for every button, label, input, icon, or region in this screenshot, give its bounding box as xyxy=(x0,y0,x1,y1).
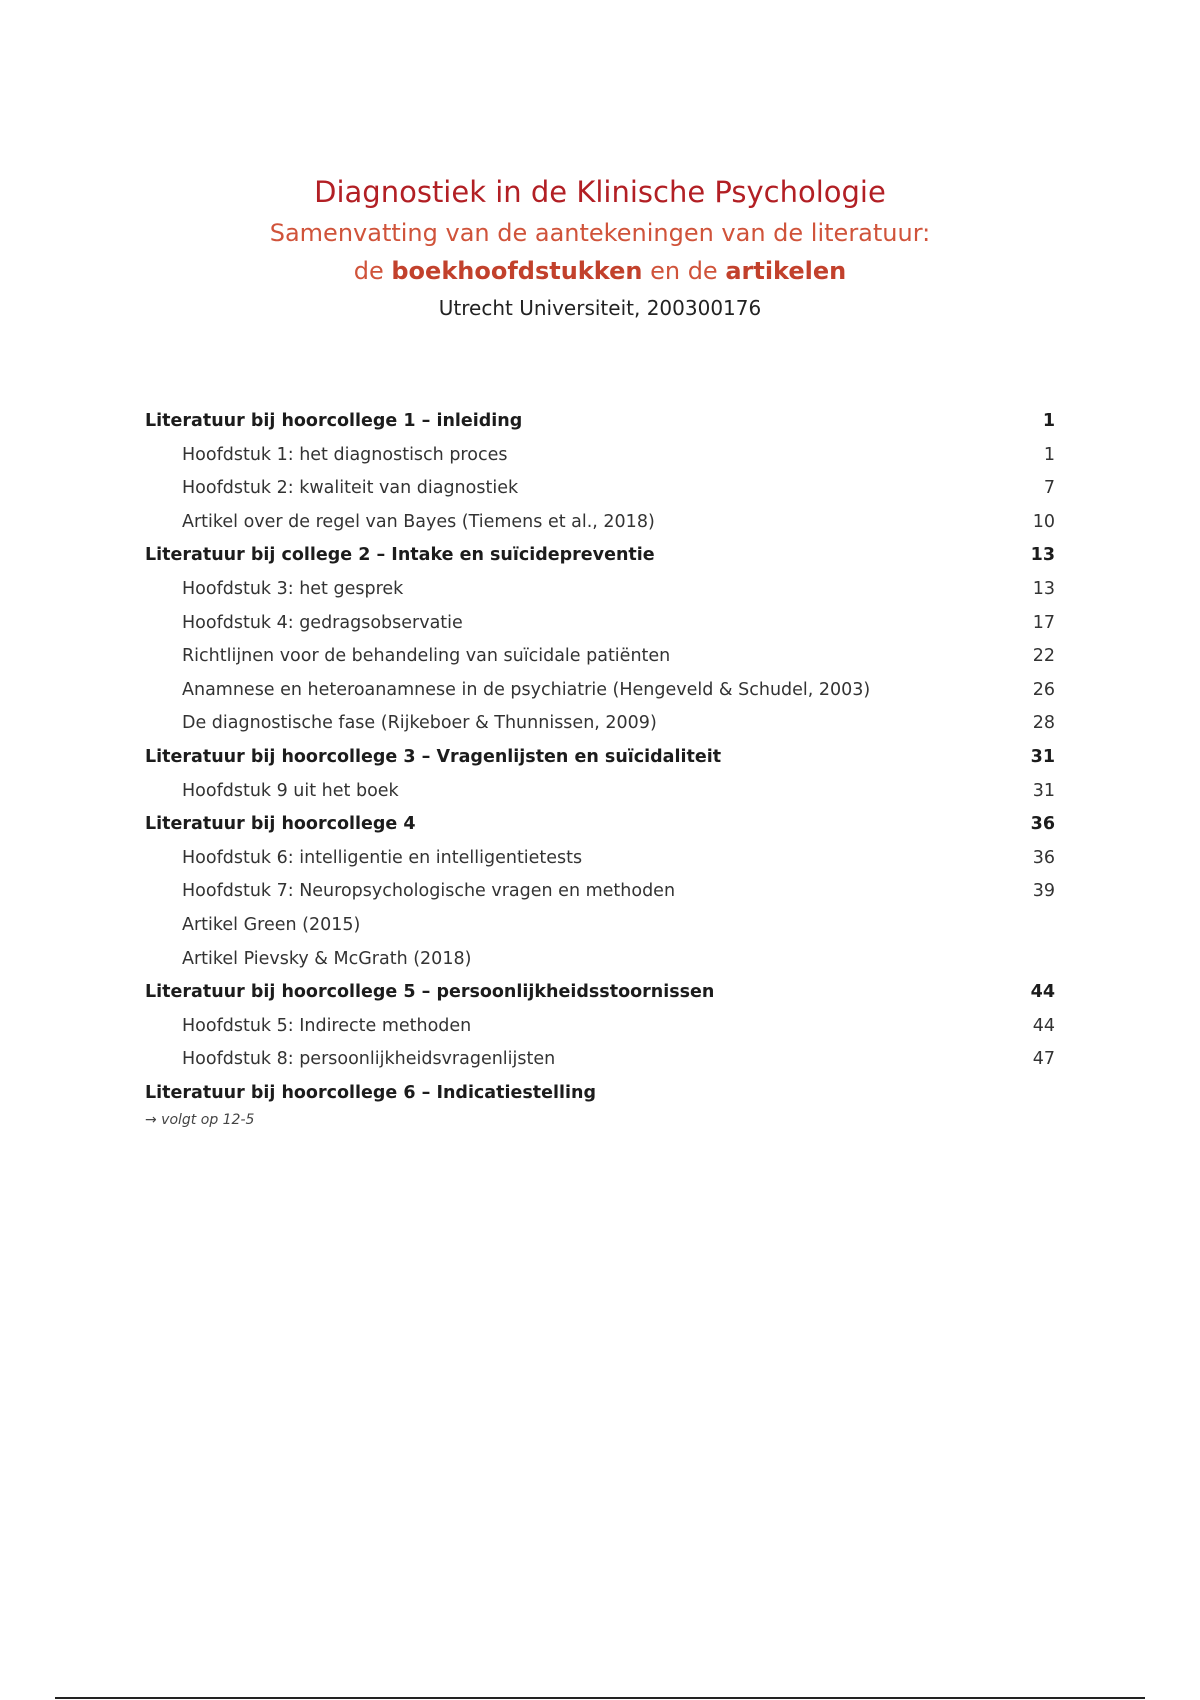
toc-label: Hoofdstuk 3: het gesprek xyxy=(182,578,404,599)
toc-label: Literatuur bij hoorcollege 4 xyxy=(145,814,416,835)
document-subtitle-line2 xyxy=(0,252,1200,290)
toc-entry[interactable] xyxy=(145,640,1055,674)
toc-entry[interactable] xyxy=(145,1043,1055,1077)
toc-label: Hoofdstuk 2: kwaliteit van diagnostiek xyxy=(182,478,519,499)
toc-page: 13 xyxy=(1032,578,1055,599)
toc-section[interactable] xyxy=(145,539,1055,573)
toc-entry[interactable] xyxy=(145,674,1055,708)
toc-entry[interactable] xyxy=(145,607,1055,641)
subtitle-bold-chapters: boekhoofdstukken xyxy=(391,257,643,285)
toc-label: Literatuur bij hoorcollege 6 – Indicatiestelling xyxy=(145,1082,596,1103)
toc-section[interactable] xyxy=(145,741,1055,775)
toc-label: Richtlijnen voor de behandeling van suïcidale patiënten xyxy=(182,646,671,667)
toc-page: 1 xyxy=(1042,411,1055,431)
toc-label: Artikel Pievsky & McGrath (2018) xyxy=(182,948,472,969)
toc-entry[interactable] xyxy=(145,909,1055,943)
toc-page: 47 xyxy=(1032,1049,1055,1070)
subtitle-bold-articles: artikelen xyxy=(725,257,847,285)
toc-entry[interactable] xyxy=(145,1010,1055,1044)
toc-entry[interactable] xyxy=(145,573,1055,607)
toc-page: 1 xyxy=(1043,444,1055,465)
document-header xyxy=(0,170,1200,326)
toc-page: 44 xyxy=(1032,1015,1055,1036)
toc-label: Literatuur bij hoorcollege 3 – Vragenlijsten en suïcidaliteit xyxy=(145,746,722,767)
toc-entry[interactable] xyxy=(145,775,1055,809)
toc-entry[interactable] xyxy=(145,472,1055,506)
toc-page: 36 xyxy=(1030,814,1055,835)
toc-page: 26 xyxy=(1032,679,1055,700)
toc-page: 36 xyxy=(1032,847,1055,868)
toc-label: Hoofdstuk 9 uit het boek xyxy=(182,780,399,801)
toc-section[interactable] xyxy=(145,1077,1055,1111)
bottom-divider xyxy=(55,1697,1145,1699)
toc-label: Literatuur bij college 2 – Intake en suïcidepreventie xyxy=(145,545,655,566)
toc-label: Hoofdstuk 5: Indirecte methoden xyxy=(182,1015,472,1036)
toc-label: Hoofdstuk 7: Neuropsychologische vragen en methoden xyxy=(182,881,676,902)
toc-entry[interactable] xyxy=(145,439,1055,473)
toc-label: Literatuur bij hoorcollege 5 – persoonlijkheidsstoornissen xyxy=(145,982,715,1003)
toc-label: Hoofdstuk 8: persoonlijkheidsvragenlijsten xyxy=(182,1049,556,1070)
toc-page: 31 xyxy=(1032,780,1055,801)
toc-entry[interactable] xyxy=(145,707,1055,741)
document-title: Diagnostiek in de Klinische Psychologie xyxy=(314,175,886,209)
toc-entry[interactable] xyxy=(145,943,1055,977)
toc-entry[interactable] xyxy=(145,842,1055,876)
toc-label: Hoofdstuk 1: het diagnostisch proces xyxy=(182,444,508,465)
toc-label: De diagnostische fase (Rijkeboer & Thunnissen, 2009) xyxy=(182,713,657,734)
toc-section[interactable] xyxy=(145,808,1055,842)
document-affiliation: Utrecht Universiteit, 200300176 xyxy=(438,296,762,320)
follow-up-note: → volgt op 12-5 xyxy=(145,1112,255,1129)
toc-label: Artikel over de regel van Bayes (Tiemens et al., 2018) xyxy=(182,511,655,532)
toc-section[interactable] xyxy=(145,976,1055,1010)
toc-entry[interactable] xyxy=(145,506,1055,540)
toc-label: Hoofdstuk 4: gedragsobservatie xyxy=(182,612,463,633)
subtitle-middle: en de xyxy=(642,257,726,285)
toc-page: 31 xyxy=(1030,746,1055,767)
toc-page: 22 xyxy=(1032,646,1055,667)
toc-entry[interactable] xyxy=(145,875,1055,909)
toc-page: 44 xyxy=(1030,982,1055,1003)
toc-page: 17 xyxy=(1032,612,1055,633)
toc-page: 28 xyxy=(1032,713,1055,734)
toc-label: Anamnese en heteroanamnese in de psychiatrie (Hengeveld & Schudel, 2003) xyxy=(182,679,871,700)
subtitle-prefix: de xyxy=(353,257,392,285)
toc-label: Literatuur bij hoorcollege 1 – inleiding xyxy=(145,411,523,431)
toc-label: Hoofdstuk 6: intelligentie en intelligentietests xyxy=(182,847,583,868)
toc-label: Artikel Green (2015) xyxy=(182,914,361,935)
toc-page: 13 xyxy=(1030,545,1055,566)
toc-section[interactable] xyxy=(145,405,1055,439)
toc-page: 39 xyxy=(1032,881,1055,902)
document-subtitle-line1: Samenvatting van de aantekeningen van de literatuur: xyxy=(269,219,931,247)
toc-page: 7 xyxy=(1043,478,1055,499)
toc-page: 10 xyxy=(1032,511,1055,532)
table-of-contents xyxy=(145,405,1055,1128)
